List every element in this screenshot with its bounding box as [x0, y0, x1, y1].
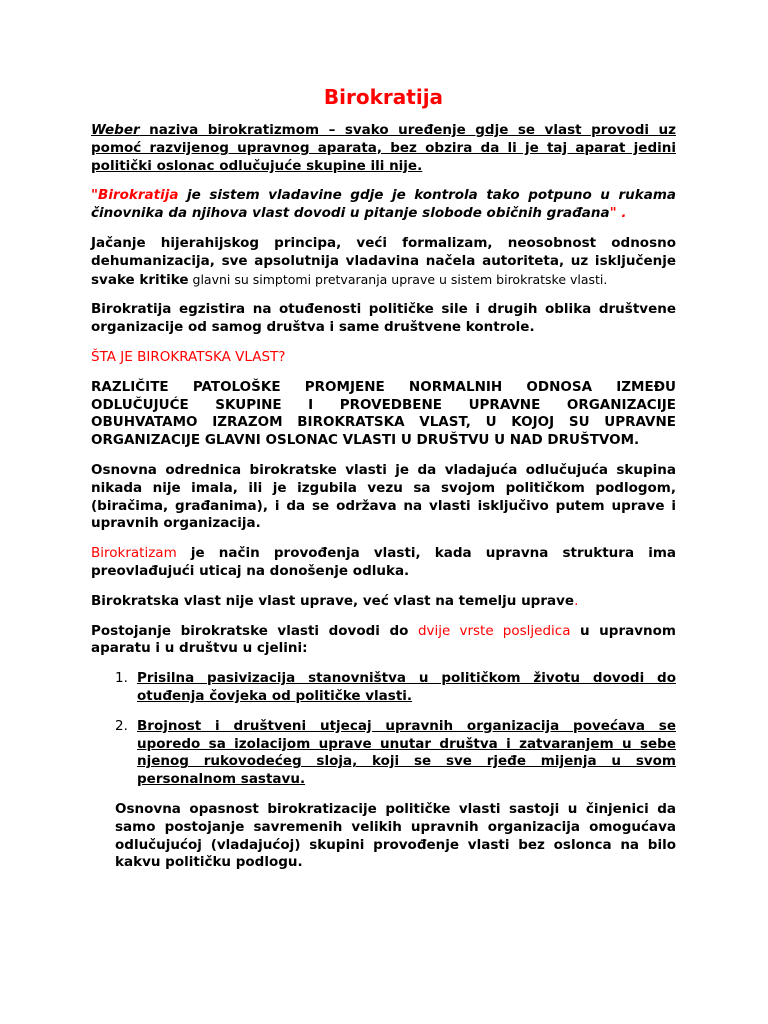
paragraph-definition — [91, 187, 676, 223]
paragraph-alienation: Birokratija egzistira na otuđenosti političke sile i drugih oblika društvene organizacije od samog društva i same društvene kontrole. — [91, 301, 676, 336]
definition-text: je sistem vladavine gdje je kontrola tako potpuno u rukama činovnika da njihova vlast dovodi u pitanje slobode običnih građana — [91, 187, 676, 222]
list-item-text: Brojnost i društveni utjecaj upravnih organizacija povećava se uporedo sa izolacijom uprave unutar društva i zatvaranjem u sebe njenog rukovodećeg sloja, koji se sve rjeđe mijenja u svom personalnom sastavu. — [137, 717, 676, 788]
section-heading: ŠTA JE BIROKRATSKA VLAST? — [91, 348, 286, 365]
paragraph-power-basis — [91, 593, 676, 611]
list-item — [91, 670, 676, 706]
paragraph-weber — [91, 122, 676, 175]
document-page — [91, 84, 676, 872]
close-quote: " . — [609, 205, 627, 222]
consequences-list — [91, 670, 676, 789]
list-number: 1. — [115, 670, 128, 687]
power-basis-end: . — [574, 592, 579, 609]
paragraph-danger: Osnovna opasnost birokratizacije političke vlasti sastoji u činjenici da samo postojanje savremenih velikih upravnih organizacija omogućava odlučujućoj (vladajućoj) skupini provođenje vlasti bez oslonca na bilo kakvu političku podlogu. — [115, 800, 676, 871]
paragraph-birokratizam — [91, 545, 676, 581]
open-quote: " — [91, 187, 99, 204]
birokratizam-definition: je način provođenja vlasti, kada upravna struktura ima preovlađujući uticaj na donošenje odluka. — [91, 545, 676, 579]
list-item — [91, 718, 676, 789]
symptoms-bold: Jačanje hijerahijskog principa, veći formalizam, neosobnost odnosno dehumanizacija, sve apsolutnija vladavina načela autoriteta, uz isključenje svake kritike — [91, 234, 676, 288]
consequences-rest: u upravnom aparatu i u društvu u cjelini: — [91, 622, 676, 657]
consequences-start: Postojanje birokratske vlasti dovodi do — [91, 622, 418, 639]
paragraph-basic-determinant: Osnovna odrednica birokratske vlasti je da vladajuća odlučujuća skupina nikada nije imala, ili je izgubila vezu sa svojom političkom podlogom, (biračima, građanima), i da se održava na vlasti isključivo putem uprave i upravnih organizacija. — [91, 461, 676, 532]
list-item-text: Prisilna pasivizacija stanovništva u političkom životu dovodi do otuđenja čovjeka od političke vlasti. — [137, 670, 676, 704]
symptoms-rest: glavni su simptomi pretvaranja uprave u sistem birokratske vlasti. — [188, 271, 608, 287]
power-basis-text: Birokratska vlast nije vlast uprave, već vlast na temelju uprave — [91, 592, 575, 609]
consequences-red: dvije vrste posljedica — [417, 622, 571, 639]
term-birokratizam: Birokratizam — [91, 545, 177, 562]
paragraph-consequences — [91, 623, 676, 659]
weber-name: Weber — [91, 122, 140, 138]
weber-definition: naziva birokratizmom – svako uređenje gdje se vlast provodi uz pomoć razvijenog upravnog aparata, bez obzira da li je taj aparat jedini politički oslonac odlučujuće skupine ili nije. — [91, 122, 676, 174]
paragraph-uppercase: RAZLIČITE PATOLOŠKE PROMJENE NORMALNIH ODNOSA IZMEĐU ODLUČUJUĆE SKUPINE I PROVEDBENE UPRAVNE ORGANIZACIJE OBUHVATAMO IZRAZOM BIROKRATSKA VLAST, U KOJOJ SU UPRAVNE ORGANIZACIJE GLAVNI OSLONAC VLASTI U DRUŠTVU U NAD DRUŠTVOM. — [91, 378, 676, 449]
document-title: Birokratija — [323, 85, 444, 109]
paragraph-symptoms — [91, 235, 676, 289]
list-number: 2. — [115, 717, 128, 734]
term-birokratija: Birokratija — [98, 187, 179, 204]
